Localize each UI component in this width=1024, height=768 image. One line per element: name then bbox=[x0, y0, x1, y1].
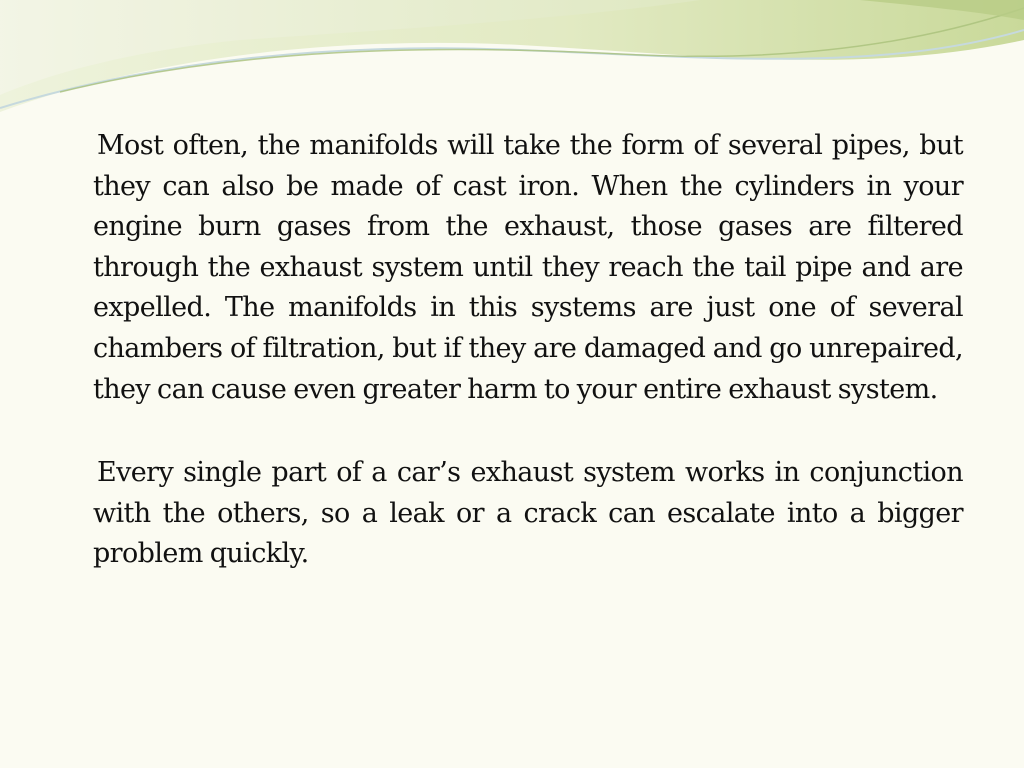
paragraph-manifolds: Most often, the manifolds will take the form of several pipes, but they can also be made of cast iron. When the cylinders in your engine burn gases from the exhaust, those gases are filtered through the exhaust system until they reach the tail pipe and are expelled. The manifolds in this systems are just one of several chambers of filtration, but if they are damaged and go unrepaired, they can cause even greater harm to your entire exhaust system. bbox=[93, 130, 963, 405]
paragraph-exhaust-system: Every single part of a car’s exhaust system works in conjunction with the others, so a leak or a crack can escalate into a bigger problem quickly. bbox=[93, 457, 963, 570]
slide-body bbox=[93, 126, 963, 575]
header-wave-decoration bbox=[0, 0, 1024, 120]
